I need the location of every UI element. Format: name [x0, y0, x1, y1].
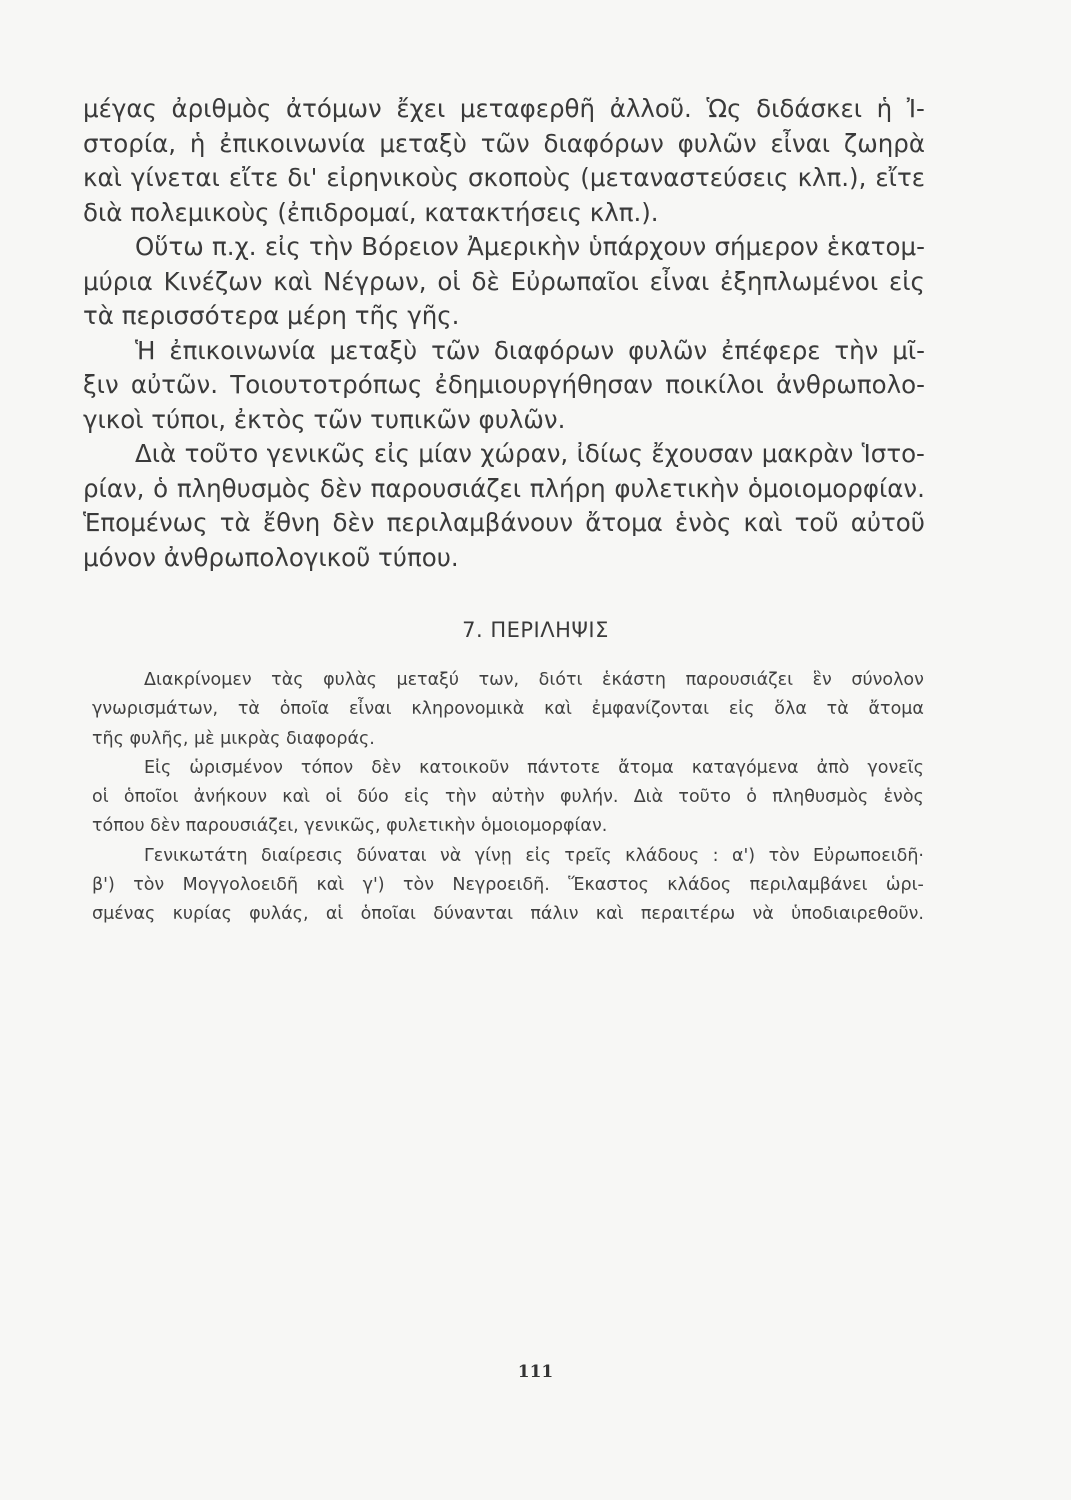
word: ἀριθμὸς — [171, 94, 272, 123]
word: φυλήν. — [559, 787, 619, 808]
word: στορία, — [83, 128, 177, 158]
word: μέγας — [83, 94, 157, 123]
word: καὶ — [273, 266, 313, 296]
word: πάλιν — [530, 904, 579, 925]
word: Διὰ — [135, 439, 177, 468]
word: ἐπικοινωνία — [169, 335, 316, 365]
word: εἰς — [728, 699, 755, 720]
word: καὶ — [83, 163, 122, 192]
word: φυλάς, — [249, 904, 309, 925]
word: μεταξὺ — [329, 335, 418, 365]
word: περιλαμβάνουν — [386, 508, 574, 537]
word: Οὕτω — [135, 232, 204, 261]
summary-line — [92, 783, 924, 812]
word: αὐτοῦ — [850, 508, 925, 537]
word: αἱ — [325, 904, 344, 925]
word: Βόρειον — [361, 232, 459, 261]
word: γενικῶς — [266, 439, 366, 468]
word: καὶ — [544, 699, 572, 720]
word: ἀτόμων — [286, 94, 382, 123]
word: τῶν — [431, 335, 481, 365]
word: ἑνὸς — [883, 787, 924, 808]
word: ἔθνη — [262, 508, 321, 537]
text-line — [83, 161, 925, 196]
word: εἴτε — [875, 163, 925, 192]
word: ἑνὸς — [675, 508, 732, 537]
text-line — [83, 506, 925, 541]
word: γονεῖς — [867, 757, 924, 778]
word: π.χ. — [212, 232, 257, 261]
word: τὴν — [309, 232, 353, 261]
text-line: μόνον ἀνθρωπολογικοῦ τύπου. — [83, 542, 459, 572]
word: χώραν, — [480, 439, 569, 468]
text-line — [83, 92, 925, 127]
word: εἰς — [374, 439, 410, 468]
word: οἱ — [92, 787, 109, 808]
word: ἰδίως — [576, 439, 644, 468]
word: διότι — [538, 670, 583, 690]
word: (μεταναστεύσεις — [580, 163, 789, 192]
word: ἐπικοινωνία — [219, 128, 366, 158]
word: μακρὰν — [761, 439, 854, 468]
text-line — [83, 265, 925, 300]
word: καὶ — [743, 508, 783, 537]
word: δι' — [287, 163, 318, 192]
word: γ') — [362, 875, 385, 896]
summary-line — [92, 871, 924, 900]
word: νὰ — [752, 904, 774, 925]
word: ἄτομα — [618, 757, 674, 778]
word: ἡ — [876, 94, 893, 123]
word: αὐτῶν. — [130, 370, 218, 399]
word: Τοιουτοτρόπως — [230, 370, 423, 399]
word: κυρίας — [172, 904, 232, 925]
word: κλάδος — [667, 875, 732, 896]
word: ἔχει — [396, 94, 446, 123]
word: παρουσιάζει — [685, 670, 794, 690]
word: φυλῶν — [628, 335, 708, 365]
word: εἴτε — [228, 163, 279, 192]
word: ξιν — [83, 370, 119, 399]
word: : — [712, 845, 719, 866]
word: ἀλλοῦ. — [609, 94, 692, 123]
word: μύρια — [83, 266, 153, 296]
word: δύναται — [356, 845, 427, 866]
word: σμένας — [92, 904, 156, 925]
word: β') — [92, 875, 115, 896]
text-line: γικοὶ τύποι, ἐκτὸς τῶν τυπικῶν φυλῶν. — [83, 404, 566, 434]
word: ὁποῖοι — [123, 787, 179, 808]
word: ἄτομα — [585, 508, 663, 537]
word: σύνολον — [851, 670, 924, 690]
word: ἐξηπλωμένοι — [720, 266, 879, 296]
word: ὁ — [746, 787, 758, 808]
word: σήμερον — [714, 232, 819, 261]
summary-line — [92, 754, 924, 783]
word: ὁποῖα — [279, 699, 330, 720]
word: ὁ — [153, 473, 169, 503]
text-line: τὰ περισσότερα μέρη τῆς γῆς. — [83, 301, 460, 330]
word: ζωηρὰ — [843, 128, 925, 158]
word: καταγόμενα — [691, 757, 799, 778]
word: δύνανται — [433, 904, 514, 925]
word: φυλῶν — [677, 128, 757, 158]
word: μῖ- — [892, 335, 925, 365]
section-heading: 7. ΠΕΡΙΛΗΨΙΣ — [462, 618, 609, 642]
summary-line: τόπου δὲν παρουσιάζει, γενικῶς, φυλετικὴν ὁμοιομορφίαν. — [92, 816, 608, 837]
word: τὰς — [271, 670, 304, 690]
word: τὴν — [444, 787, 477, 808]
summary-line: τῆς φυλῆς, μὲ μικρὰς διαφοράς. — [92, 728, 375, 749]
word: ὅλα — [774, 699, 807, 720]
word: οἱ — [437, 266, 461, 296]
word: φυλὰς — [323, 670, 377, 690]
word: κατοικοῦν — [419, 757, 510, 778]
word: πληθυσμὸς — [176, 473, 312, 503]
word: γίνῃ — [474, 845, 512, 866]
word: Μογγολοειδῆ — [182, 875, 299, 896]
word: ὁμοιομορφίαν. — [747, 473, 925, 503]
word: αὐτὴν — [491, 787, 545, 808]
text-line — [83, 368, 925, 403]
word: ἐπέφερε — [721, 335, 821, 365]
summary-text — [92, 666, 924, 930]
word: πληθυσμὸς — [772, 787, 869, 808]
word: ἡ — [189, 128, 206, 158]
word: κλάδους — [625, 845, 700, 866]
word: α') — [731, 845, 756, 866]
word: των, — [478, 670, 520, 690]
word: Ἰ- — [906, 94, 925, 123]
word: Ἀμερικὴν — [467, 232, 581, 261]
word: ὡρισμένον — [189, 757, 283, 778]
word: νὰ — [439, 845, 462, 866]
word: δὲν — [332, 508, 375, 537]
word: παρουσιάζει — [370, 473, 522, 503]
text-line — [83, 334, 925, 369]
word: εἰς — [888, 266, 925, 296]
word: ἑκατομ- — [826, 232, 925, 261]
text-line — [83, 230, 925, 265]
word: διαφόρων — [493, 335, 615, 365]
word: τόπον — [300, 757, 354, 778]
word: Διὰ — [633, 787, 664, 808]
text-line — [83, 127, 925, 162]
text-line: διὰ πολεμικοὺς (ἐπιδρομαί, κατακτήσεις κλπ.). — [83, 197, 659, 227]
word: ἓν — [812, 670, 832, 690]
word: διδάσκει — [756, 94, 862, 123]
word: διαφόρων — [543, 128, 664, 158]
word: γίνεται — [130, 163, 220, 192]
word: φυλετικὴν — [614, 473, 740, 503]
word: τὴν — [834, 335, 879, 365]
word: καὶ — [316, 875, 345, 896]
word: δύο — [357, 787, 389, 808]
word: μεταφερθῆ — [459, 94, 596, 123]
word: δὲ — [471, 266, 500, 296]
word: Νέγρων, — [322, 266, 427, 296]
word: ὑποδιαιρεθοῦν. — [791, 904, 924, 925]
summary-line — [92, 666, 924, 695]
word: ἄτομα — [868, 699, 924, 720]
word: εἶναι — [348, 699, 392, 720]
summary-line — [92, 900, 924, 929]
word: εἰς — [264, 232, 301, 261]
text-line — [83, 472, 925, 507]
word: διαίρεσις — [261, 845, 343, 866]
word: δὲν — [371, 757, 402, 778]
word: τοῦτο — [184, 439, 259, 468]
word: μεταξύ — [396, 670, 460, 690]
word: εἰς — [404, 787, 430, 808]
word: Κινέζων — [163, 266, 263, 296]
word: εἶναι — [649, 266, 710, 296]
summary-line — [92, 695, 924, 724]
word: οἱ — [325, 787, 342, 808]
word: περαιτέρω — [640, 904, 736, 925]
word: ἀπὸ — [816, 757, 850, 778]
word: ἐμφανίζονται — [591, 699, 710, 720]
word: μεταξὺ — [379, 128, 467, 158]
word: Διακρίνομεν — [144, 670, 252, 690]
word: τὸν — [402, 875, 434, 896]
word: τὸν — [133, 875, 165, 896]
word: σκοποὺς — [468, 163, 572, 192]
word: εἶναι — [770, 128, 831, 158]
word: πλήρη — [529, 473, 606, 503]
word: πάντοτε — [527, 757, 601, 778]
summary-line — [92, 842, 924, 871]
word: ὑπάρχουν — [588, 232, 707, 261]
word: ἀνήκουν — [193, 787, 267, 808]
word: Γενικωτάτη — [144, 845, 248, 866]
word: τοῦτο — [678, 787, 732, 808]
word: εἰς — [525, 845, 551, 866]
word: ἑκάστη — [601, 670, 667, 690]
word: εἰρηνικοὺς — [326, 163, 459, 192]
word: Εὐρωποειδῆ· — [813, 845, 924, 866]
page-number: 111 — [517, 1362, 554, 1382]
word: Εἰς — [144, 757, 172, 778]
word: Ἱστο- — [861, 439, 925, 468]
word: Εὐρωπαῖοι — [510, 266, 639, 296]
word: δὲν — [320, 473, 362, 503]
word: Ἡ — [135, 335, 156, 365]
word: ἔχουσαν — [651, 439, 754, 468]
word: Ὡς — [706, 94, 742, 123]
word: Ἕκαστος — [568, 875, 649, 896]
word: τὸν — [768, 845, 800, 866]
main-text — [83, 92, 925, 575]
word: τὰ — [219, 508, 251, 537]
word: τρεῖς — [564, 845, 612, 866]
word: καὶ — [595, 904, 624, 925]
word: περιλαμβάνει — [749, 875, 868, 896]
word: ρίαν, — [83, 473, 145, 503]
word: τῶν — [480, 128, 530, 158]
word: ποικίλοι — [665, 370, 764, 399]
word: Νεγροειδῆ. — [452, 875, 550, 896]
word: ὁποῖαι — [360, 904, 416, 925]
word: τὰ — [826, 699, 849, 720]
word: μίαν — [418, 439, 472, 468]
word: κλπ.), — [797, 163, 867, 192]
word: ἀνθρωπολο- — [776, 370, 925, 399]
text-line — [83, 437, 925, 472]
word: τὰ — [237, 699, 260, 720]
word: Ἑπομένως — [83, 508, 208, 537]
word: γνωρισμάτων, — [92, 699, 219, 720]
word: κληρονομικὰ — [411, 699, 525, 720]
word: τοῦ — [794, 508, 839, 537]
word: καὶ — [282, 787, 311, 808]
word: ὡρι- — [885, 875, 924, 896]
word: ἐδημιουργήθησαν — [434, 370, 653, 399]
